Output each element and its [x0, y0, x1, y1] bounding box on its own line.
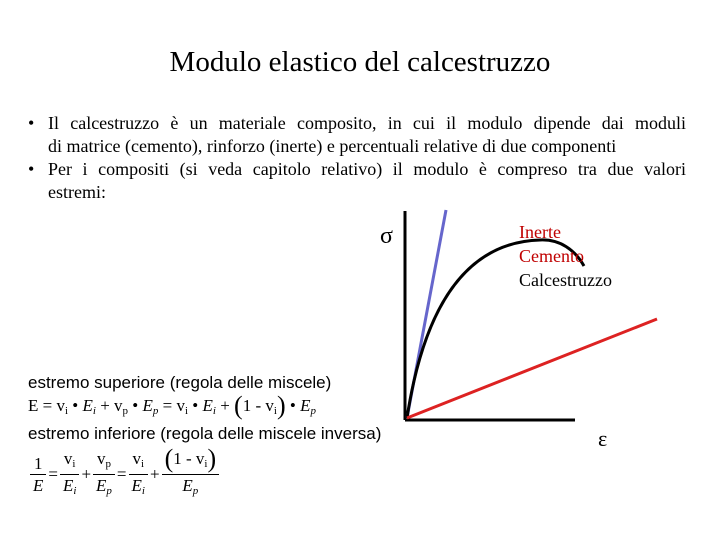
- legend-calcestruzzo: Calcestruzzo: [519, 270, 612, 290]
- epsilon-axis-label: ε: [598, 426, 608, 451]
- bullet-2-line-2: estremi:: [48, 182, 106, 202]
- formula-block: [28, 372, 398, 502]
- upper-bound-formula: $E = v_i$ • $E_i + v_p$ • $E_p = v_i$ • $E_i + (1 - v_i)$ • $E_p$: [28, 391, 316, 420]
- bullet-2-line-1: Per i compositi (si veda capitolo relativo) il modulo è compreso tra due valori: [48, 159, 686, 179]
- bullet-1-line-1: Il calcestruzzo è un materiale composito, in cui il modulo dipende dai moduli: [48, 113, 686, 133]
- legend-inerte: Inerte: [519, 222, 561, 242]
- bullet-dot-icon: •: [28, 159, 35, 179]
- bullet-1-line-2: di matrice (cemento), rinforzo (inerte) e percentuali relative di due componenti: [48, 136, 617, 156]
- upper-bound-label: estremo superiore (regola delle miscele): [28, 373, 332, 392]
- cemento-line: [407, 319, 657, 418]
- lower-bound-formula: $\frac{1}{E}$ = $\frac{v_i}{E_i}$ + $\frac{v_p}{E_p}$ = $\frac{v_i}{E_i}$ + $\frac{(1 - v_i)}{E_p}$: [28, 449, 398, 502]
- slide-title: Modulo elastico del calcestruzzo: [169, 46, 551, 78]
- chart-legend: [519, 220, 612, 292]
- sigma-axis-label: σ: [380, 223, 393, 249]
- bullet-dot-icon: •: [28, 113, 35, 133]
- legend-cemento: Cemento: [519, 246, 584, 266]
- lower-bound-label: estremo inferiore (regola delle miscele inversa): [28, 424, 382, 443]
